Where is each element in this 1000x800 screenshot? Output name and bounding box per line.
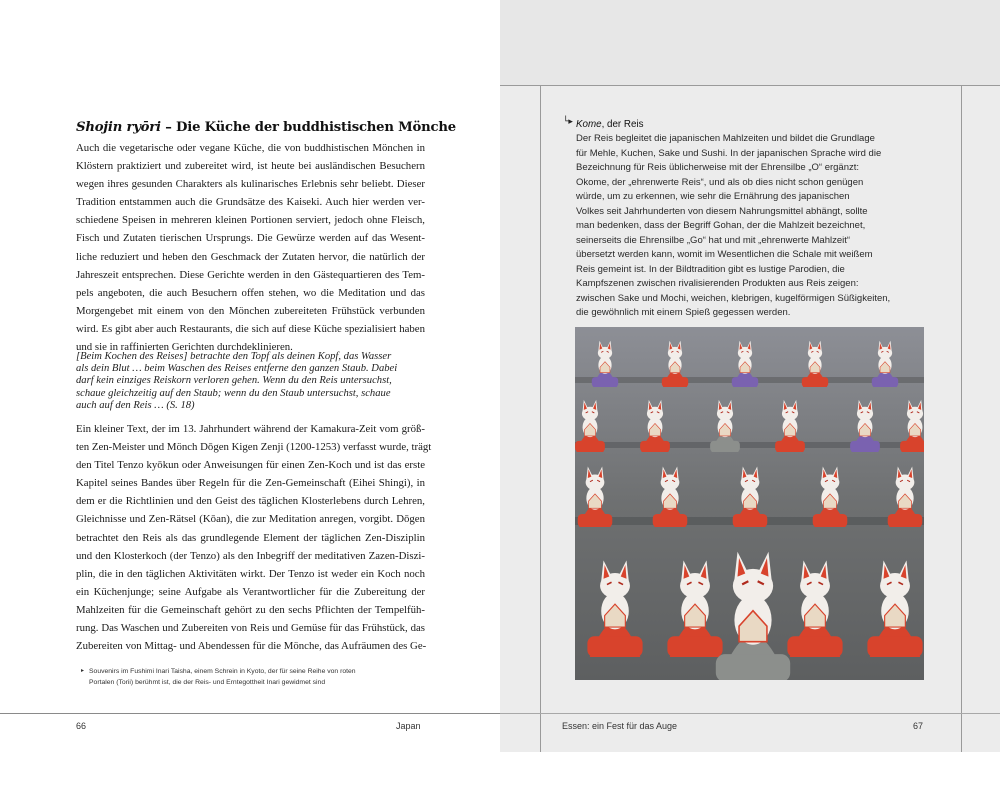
heading-italic-term: Shojin ryōri bbox=[76, 120, 161, 135]
right-footer-rule bbox=[500, 713, 1000, 714]
sidebar-line: zwischen Sake und Mochi, weichen, klebrigen, kugelförmigen Süßigkeiten, bbox=[576, 292, 891, 304]
body-line: Fisch und Zutaten tierischen Ursprungs. Die Gewürze werden auf das Wesent- bbox=[76, 232, 425, 245]
quote-line: [Beim Kochen des Reises] betrachte den Topf als deinen Kopf, das Wasser bbox=[76, 351, 392, 362]
sidebar-line: seinerseits die Ehrensilbe „Go“ hat und mit „ehrenwerte Mahlzeit“ bbox=[576, 234, 851, 246]
sidebar-line: Der Reis begleitet die japanischen Mahlzeiten und bildet die Grundlage bbox=[576, 133, 875, 144]
block-quote bbox=[76, 351, 425, 412]
running-head-right: Essen: ein Fest für das Auge bbox=[562, 721, 678, 731]
body-line: Gleichnisse und Zen-Rätsel (Kōan), die zur Meditation anregen, vorgibt. Dōgen bbox=[76, 513, 425, 526]
sidebar-title-term: Kome bbox=[576, 119, 602, 130]
body-line: Zubereiten von Mittag- und Abendessen für die Mönche, das Aufräumen des Ge- bbox=[76, 640, 427, 653]
body-paragraph-1 bbox=[76, 139, 425, 356]
frame-line-right bbox=[961, 85, 962, 752]
body-line: wegen ihres gesunden Charakters als kulinarisches Erlebnis sehr beliebt. Dieser bbox=[76, 178, 425, 191]
sidebar-line: Kampfszenen zwischen rivalisierenden Produkten aus Reis zeigen: bbox=[576, 278, 859, 289]
sidebar-line: für Mehle, Kuchen, Sake und Sushi. In der japanischen Sprache wird die bbox=[576, 147, 882, 159]
sidebar-line: Bezeichnung für Reis üblicherweise mit der Ehrensilbe „O“ ergänzt: bbox=[576, 162, 860, 173]
right-page-header-band bbox=[500, 0, 1000, 86]
page-number-right: 67 bbox=[913, 721, 924, 731]
caption-line: Portalen (Torii) berühmt ist, die der Reis- und Erntegottheit Inari gewidmet sind bbox=[89, 679, 326, 686]
body-line: Kapitel seines Bandes über Regeln für die Zen-Gemeinschaft (Eihei Shingi), in bbox=[76, 477, 425, 490]
body-line: pels angeboten, die auch Besuchern offen stehen, wo die Meditation und das bbox=[76, 286, 425, 299]
body-line: Mahlzeiten für die Gemeinschaft gehört zu den sechs Pflichten der Tempelfüh- bbox=[76, 603, 425, 616]
body-line: und sie in raffinierten Gerichten durchdeklinieren. bbox=[76, 341, 293, 354]
sidebar-line: Volkes seit Jahrhunderten von diesem Nahrungsmittel abhängt, sollte bbox=[576, 205, 868, 217]
body-line: den Titel Tenzo kyōkun oder Anweisungen für einen Zen-Koch und ist das erste bbox=[76, 459, 425, 472]
quote-line: darf kein einziges Reiskorn verloren gehen. Wenn du den Reis untersuchst, bbox=[76, 375, 392, 387]
body-line: ten Zen-Meister und Mönch Dōgen Kigen Zenji (1200-1253) verfasst wurde, trägt bbox=[76, 441, 432, 454]
body-line: schiedene Speisen in mehreren kleinen Portionen serviert, jedoch ohne Fleisch, bbox=[76, 214, 425, 227]
body-paragraph-2 bbox=[76, 420, 432, 655]
body-line: und den Klosterkoch (der Tenzo) als den Inbegriff der meditativen Zazen-Diszi- bbox=[76, 549, 425, 562]
sidebar-line: übersetzt werden kann, womit im Wesentlichen die Schale mit weißem bbox=[576, 249, 873, 260]
body-line: rung. Das Waschen und Zubereiten von Reis und Gemüse für das Frühstück, das bbox=[76, 622, 425, 635]
sidebar-line: würde, um zu erkennen, wie sehr die Ernährung des japanischen bbox=[576, 191, 850, 202]
photo-caption bbox=[81, 666, 434, 688]
quote-line: schaue gleichzeitig auf den Staub; wenn du den Staub untersuchst, schaue bbox=[76, 387, 391, 399]
caption-line: Souvenirs im Fushimi Inari Taisha, einem Schrein in Kyoto, der für seine Reihe von roten bbox=[89, 668, 356, 675]
sidebar-line: die gewöhnlich mit einem Spieß gegessen werden. bbox=[576, 307, 791, 318]
sidebar-marker-icon: └▸ bbox=[563, 117, 573, 127]
running-head-left: Japan bbox=[396, 721, 421, 731]
sidebar-line: man bedenken, dass der Begriff Gohan, der die Mahlzeit bezeichnet, bbox=[576, 220, 866, 231]
sidebar-title-rest: , der Reis bbox=[601, 119, 644, 130]
section-heading bbox=[76, 120, 456, 135]
body-line: Tradition entstammen auch die Grundsätze des Kaiseki. Auch hier werden ver- bbox=[76, 196, 425, 209]
frame-line-left bbox=[540, 85, 541, 752]
body-line: Ein kleiner Text, der im 13. Jahrhundert während der Kamakura-Zeit vom größ- bbox=[76, 423, 425, 435]
sidebar-line: Reis gemeint ist. In der Bildtradition gibt es lustige Parodien, die bbox=[576, 263, 845, 275]
left-footer-rule bbox=[0, 713, 500, 714]
quote-line: auch auf den Reis … (S. 18) bbox=[76, 399, 195, 411]
quote-line: als dein Blut … beim Waschen des Reises entferne den ganzen Staub. Dabei bbox=[76, 363, 398, 375]
page-number-left: 66 bbox=[76, 721, 87, 731]
sidebar-box-title bbox=[576, 119, 644, 130]
body-line: liche reduziert und heben den Geschmack der Zutaten hervor, die natürlich der bbox=[76, 250, 425, 263]
body-line: dem er die Richtlinien und den Geist des täglichen Klosterlebens durch Lehren, bbox=[76, 495, 425, 508]
sidebar-line: Okome, der „ehrenwerte Reis“, und als ob dies nicht schon genügen bbox=[576, 176, 864, 188]
body-line: betrachtet den Reis als das grundlegende Element der täglichen Zen-Disziplin bbox=[76, 531, 425, 544]
sidebar-box-text bbox=[576, 132, 936, 321]
body-line: plin, die in den täglichen Aktivitäten wirkt. Der Tenzo ist weder ein Koch noch bbox=[76, 567, 425, 580]
right-page-footer-band bbox=[500, 752, 1000, 800]
heading-title: – Die Küche der buddhistischen Mönche bbox=[160, 120, 456, 135]
body-line: Auch die vegetarische oder vegane Küche, die von buddhistischen Mönchen in bbox=[76, 142, 425, 154]
body-line: Morgengebet mit einem von den Mönchen zubereiteten Frühstück verbunden bbox=[76, 304, 425, 317]
body-line: Klöstern praktiziert und zubereitet wird, ist heute bei ausländischen Besuchern bbox=[76, 160, 425, 173]
caption-arrow-icon: ▸ bbox=[81, 668, 85, 674]
body-line: ein Küchenjunge; seine Aufgabe als Verantwortlicher für die Zubereitung der bbox=[76, 585, 425, 598]
body-line: Jahreszeit entsprechen. Diese Gerichte werden in den Gästequartieren des Tem- bbox=[76, 268, 425, 281]
body-line: wird. Es gibt aber auch Restaurants, die sich auf diese Küche spezialisiert haben bbox=[76, 322, 425, 335]
fox-souvenirs-photo bbox=[575, 327, 924, 680]
